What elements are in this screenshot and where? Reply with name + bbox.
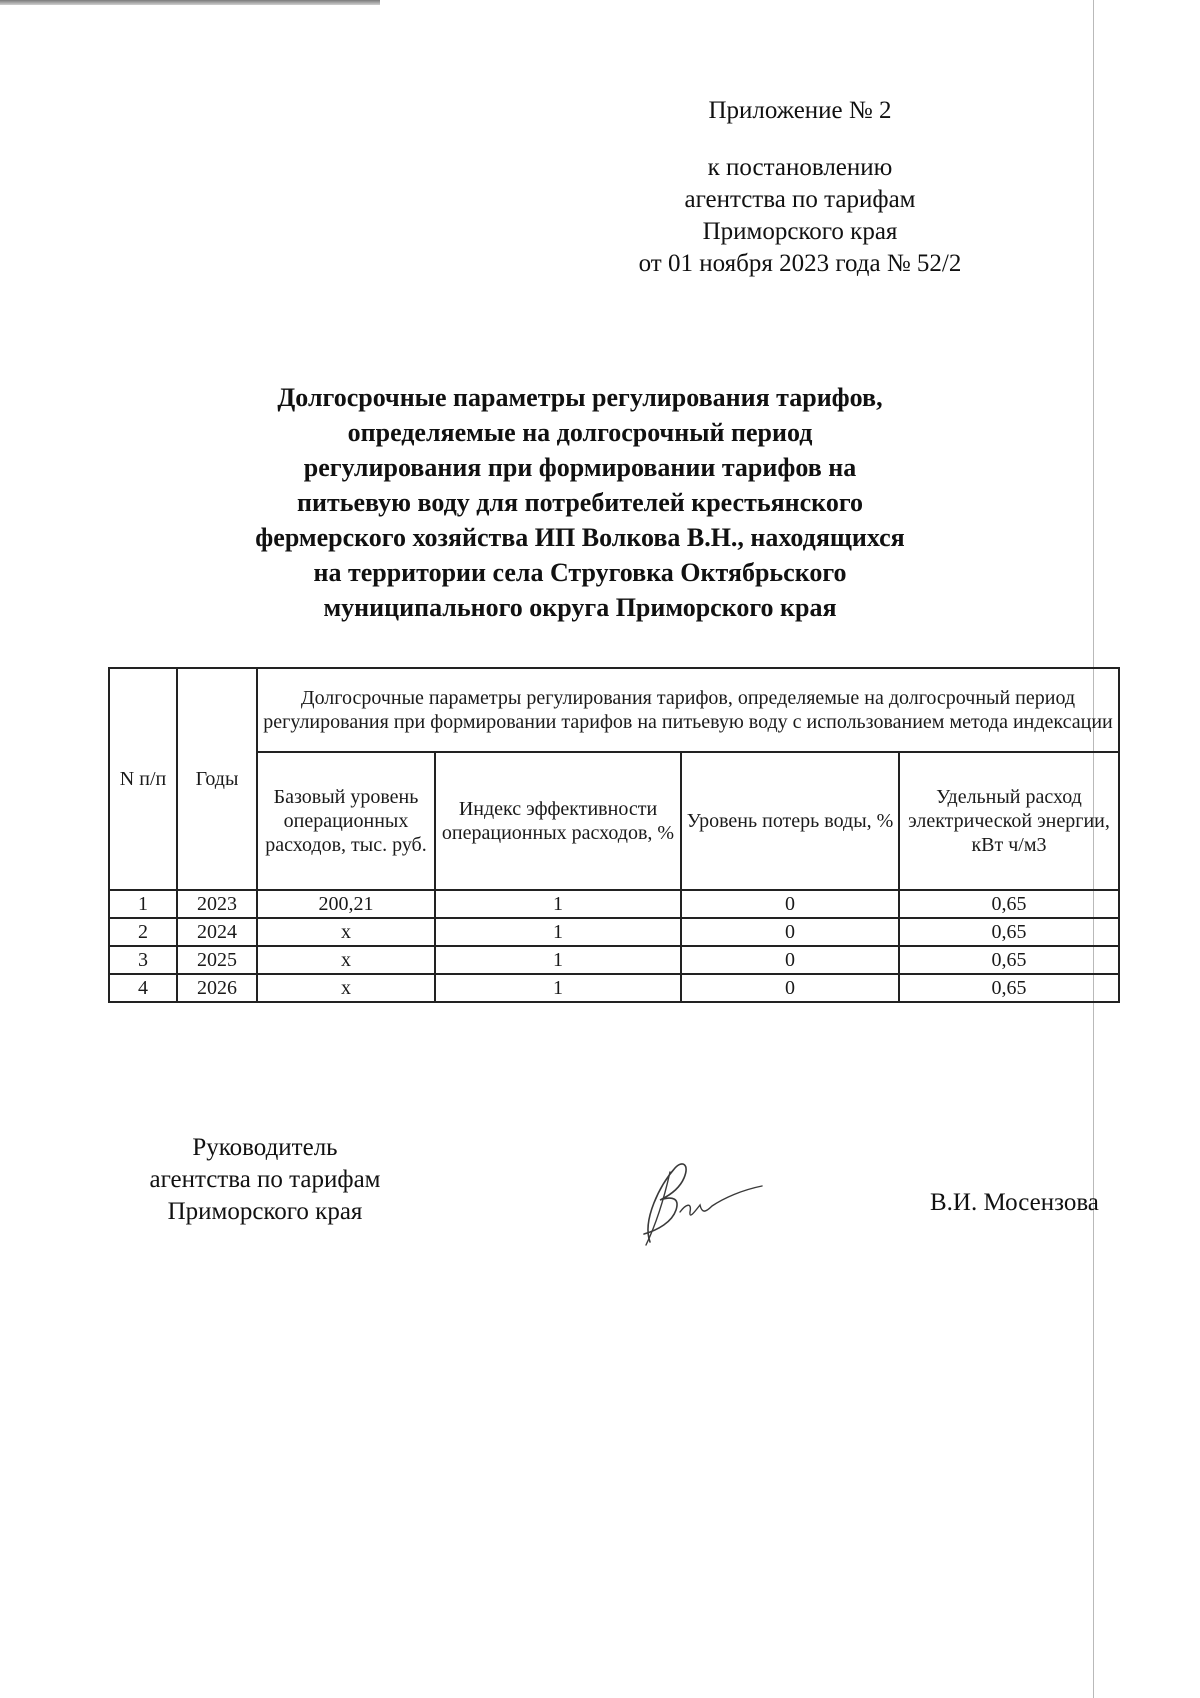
cell-energy-consumption: 0,65 [899, 946, 1119, 974]
table-row [109, 974, 1119, 1002]
cell-year: 2024 [177, 918, 257, 946]
tariff-parameters-table [108, 667, 1120, 1003]
header-efficiency-index: Индекс эффективности операционных расходов, % [435, 752, 681, 890]
handwritten-signature [620, 1150, 770, 1250]
header-row-number: N п/п [109, 668, 177, 890]
table-row [109, 918, 1119, 946]
table-row [109, 890, 1119, 918]
cell-energy-consumption: 0,65 [899, 974, 1119, 1002]
cell-water-loss: 0 [681, 918, 899, 946]
title-line: определяемые на долгосрочный период [347, 418, 813, 447]
appendix-number: Приложение № 2 [708, 97, 892, 124]
appendix-line: от 01 ноября 2023 года № 52/2 [638, 250, 962, 277]
header-years: Годы [177, 668, 257, 890]
cell-energy-consumption: 0,65 [899, 918, 1119, 946]
title-line: фермерского хозяйства ИП Волкова В.Н., находящихся [255, 523, 905, 552]
table-row [109, 946, 1119, 974]
header-group-parameters: Долгосрочные параметры регулирования тарифов, определяемые на долгосрочный период регулирования при формировании тарифов на питьевую воду с использованием метода индексации [257, 668, 1119, 752]
cell-year: 2025 [177, 946, 257, 974]
cell-efficiency-index: 1 [435, 974, 681, 1002]
signer-position [100, 1132, 430, 1228]
appendix-reference [600, 152, 1000, 280]
cell-row-number: 1 [109, 890, 177, 918]
cell-efficiency-index: 1 [435, 918, 681, 946]
title-line: на территории села Струговка Октябрьского [313, 558, 847, 587]
title-line: Долгосрочные параметры регулирования тарифов, [277, 383, 883, 412]
title-line: муниципального округа Приморского края [323, 593, 837, 622]
cell-year: 2023 [177, 890, 257, 918]
appendix-line: Приморского края [702, 218, 898, 245]
signer-position-line: Приморского края [167, 1198, 363, 1225]
title-line: питьевую воду для потребителей крестьянского [297, 488, 863, 517]
cell-base-opex: х [257, 974, 435, 1002]
header-energy-consumption: Удельный расход электрической энергии, кВт ч/м3 [899, 752, 1119, 890]
cell-year: 2026 [177, 974, 257, 1002]
cell-row-number: 3 [109, 946, 177, 974]
appendix-line: к постановлению [707, 154, 893, 181]
appendix-line: агентства по тарифам [684, 186, 916, 213]
header-water-loss: Уровень потерь воды, % [681, 752, 899, 890]
scan-edge-artifact [0, 0, 380, 5]
cell-base-opex: 200,21 [257, 890, 435, 918]
document-title [170, 380, 990, 625]
cell-base-opex: х [257, 918, 435, 946]
cell-row-number: 2 [109, 918, 177, 946]
header-base-opex: Базовый уровень операционных расходов, тыс. руб. [257, 752, 435, 890]
title-line: регулирования при формировании тарифов на [303, 453, 857, 482]
cell-efficiency-index: 1 [435, 946, 681, 974]
cell-energy-consumption: 0,65 [899, 890, 1119, 918]
cell-efficiency-index: 1 [435, 890, 681, 918]
cell-water-loss: 0 [681, 974, 899, 1002]
cell-water-loss: 0 [681, 946, 899, 974]
cell-water-loss: 0 [681, 890, 899, 918]
signer-name: В.И. Мосензова [930, 1189, 1099, 1216]
cell-base-opex: х [257, 946, 435, 974]
signer-position-line: Руководитель [192, 1134, 338, 1161]
signer-position-line: агентства по тарифам [149, 1166, 381, 1193]
cell-row-number: 4 [109, 974, 177, 1002]
